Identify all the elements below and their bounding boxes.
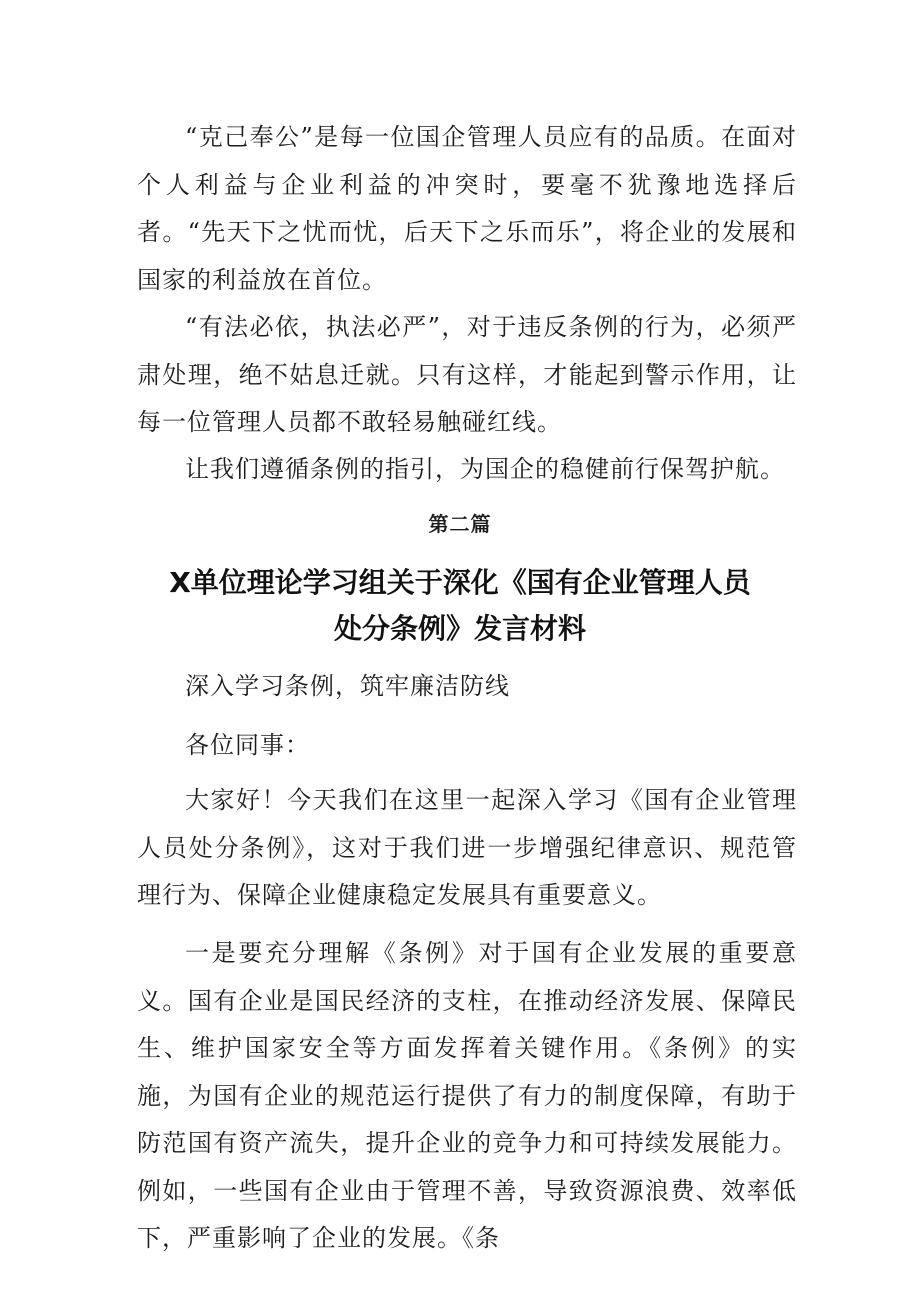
section-heading: 第二篇 bbox=[428, 512, 492, 536]
paragraph-greeting: 大家好！今天我们在这里一起深入学习《国有企业管理人员处分条例》，这对于我们进一步增强纪律意识、规范管理行为、保障企业健康稳定发展具有重要意义。 bbox=[137, 786, 797, 909]
paragraph-law-enforcement: “有法必依，执法必严”，对于违反条例的行为，必须严肃处理，绝不姑息迁就。只有这样，才能起到警示作用，让每一位管理人员都不敢轻易触碰红线。 bbox=[137, 313, 797, 436]
paragraph-selfless-service: “克己奉公”是每一位国企管理人员应有的品质。在面对个人利益与企业利益的冲突时，要毫不犹豫地选择后者。“先天下之忧而忧，后天下之乐而乐”，将企业的发展和国家的利益放在首位。 bbox=[137, 123, 797, 294]
salutation: 各位同事： bbox=[185, 731, 310, 759]
document-title-line-2: 处分条例》发言材料 bbox=[333, 612, 586, 645]
document-title-line-1: X单位理论学习组关于深化《国有企业管理人员 bbox=[169, 566, 751, 599]
paragraph-point-one: 一是要充分理解《条例》对于国有企业发展的重要意义。国有企业是国民经济的支柱，在推动经济发展、保障民生、维护国家安全等方面发挥着关键作用。《条例》的实施，为国有企业的规范运行提供了有力的制度保障，有助于防范国有资产流失，提升企业的竞争力和可持续发展能力。例如，一些国有企业由于管理不善，导致资源浪费、效率低下，严重影响了企业的发展。《条 bbox=[137, 939, 797, 1252]
paragraph-closing: 让我们遵循条例的指引，为国企的稳健前行保驾护航。 bbox=[185, 455, 785, 483]
subtitle: 深入学习条例，筑牢廉洁防线 bbox=[185, 672, 510, 700]
